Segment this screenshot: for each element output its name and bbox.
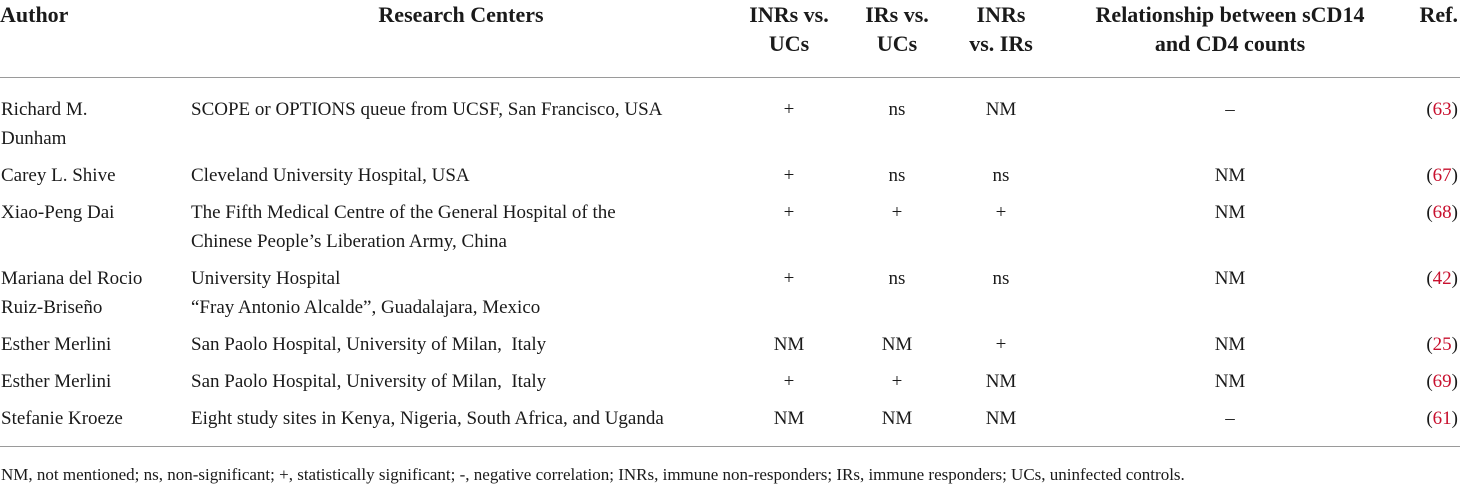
ref-cell: (61)	[1426, 407, 1458, 429]
ref-link[interactable]: 63	[1432, 98, 1452, 120]
inrs-vs-irs-cell: +	[995, 333, 1007, 355]
irs-vs-ucs-cell: ns	[888, 267, 906, 289]
header-research-centers: Research Centers	[191, 0, 731, 77]
ref-link[interactable]: 68	[1432, 201, 1452, 223]
relationship-cell: NM	[1214, 267, 1246, 289]
research-center-cell: SCOPE or OPTIONS queue from UCSF, San Francisco, USA	[191, 98, 663, 120]
table-row	[0, 322, 1460, 359]
table-row	[0, 396, 1460, 447]
author-cell: Stefanie Kroeze	[1, 407, 123, 429]
author-cell: Esther Merlini	[1, 370, 112, 392]
inrs-vs-ucs-cell: +	[783, 267, 795, 289]
inrs-vs-irs-cell: NM	[985, 370, 1017, 392]
inrs-vs-ucs-cell: +	[783, 98, 795, 120]
ref-cell: (68)	[1426, 201, 1458, 223]
header-relationship: Relationship between sCD14 and CD4 counts	[1055, 0, 1405, 77]
research-center-cell: San Paolo Hospital, University of Milan, Italy	[191, 333, 547, 355]
research-center-cell: Cleveland University Hospital, USA	[191, 164, 470, 186]
ref-cell: (25)	[1426, 333, 1458, 355]
ref-link[interactable]: 42	[1432, 267, 1452, 289]
irs-vs-ucs-cell: NM	[881, 407, 913, 429]
inrs-vs-ucs-cell: +	[783, 164, 795, 186]
research-center-cell: The Fifth Medical Centre of the General Hospital of the Chinese People’s Liberation Army, China	[191, 201, 616, 252]
ref-cell: (67)	[1426, 164, 1458, 186]
inrs-vs-irs-cell: ns	[992, 164, 1010, 186]
ref-cell: (69)	[1426, 370, 1458, 392]
header-inrs-vs-irs: INRs vs. IRs	[947, 0, 1055, 77]
table-row	[0, 359, 1460, 396]
ref-cell: (63)	[1426, 98, 1458, 120]
relationship-cell: NM	[1214, 201, 1246, 223]
inrs-vs-ucs-cell: +	[783, 201, 795, 223]
ref-link[interactable]: 69	[1432, 370, 1452, 392]
ref-link[interactable]: 61	[1432, 407, 1452, 429]
ref-link[interactable]: 67	[1432, 164, 1452, 186]
research-center-cell: Eight study sites in Kenya, Nigeria, South Africa, and Uganda	[191, 407, 664, 429]
inrs-vs-irs-cell: NM	[985, 407, 1017, 429]
research-center-cell: San Paolo Hospital, University of Milan, Italy	[191, 370, 547, 392]
relationship-cell: –	[1225, 98, 1235, 120]
irs-vs-ucs-cell: NM	[881, 333, 913, 355]
irs-vs-ucs-cell: ns	[888, 98, 906, 120]
author-cell: Xiao-Peng Dai	[1, 201, 115, 223]
author-cell: Richard M. Dunham	[1, 98, 88, 149]
relationship-cell: –	[1225, 407, 1235, 429]
ref-link[interactable]: 25	[1432, 333, 1452, 355]
header-irs-vs-ucs: IRs vs. UCs	[847, 0, 947, 77]
header-ref: Ref.	[1405, 0, 1460, 77]
inrs-vs-irs-cell: +	[995, 201, 1007, 223]
irs-vs-ucs-cell: ns	[888, 164, 906, 186]
author-cell: Carey L. Shive	[1, 164, 116, 186]
table-row	[0, 256, 1460, 322]
inrs-vs-ucs-cell: NM	[773, 333, 805, 355]
inrs-vs-irs-cell: ns	[992, 267, 1010, 289]
relationship-cell: NM	[1214, 164, 1246, 186]
ref-cell: (42)	[1426, 267, 1458, 289]
author-cell: Mariana del Rocio Ruiz-Briseño	[1, 267, 143, 318]
table-row	[0, 190, 1460, 256]
author-cell: Esther Merlini	[1, 333, 112, 355]
table-row	[0, 153, 1460, 190]
inrs-vs-irs-cell: NM	[985, 98, 1017, 120]
relationship-cell: NM	[1214, 370, 1246, 392]
inrs-vs-ucs-cell: NM	[773, 407, 805, 429]
header-inrs-vs-ucs: INRs vs. UCs	[731, 0, 847, 77]
header-author: Author	[0, 0, 191, 77]
irs-vs-ucs-cell: +	[891, 201, 903, 223]
irs-vs-ucs-cell: +	[891, 370, 903, 392]
inrs-vs-ucs-cell: +	[783, 370, 795, 392]
table-footnote: NM, not mentioned; ns, non-significant; +, statistically significant; -, negative correlation; INRs, immune non-responders; IRs, immune responders; UCs, uninfected controls.	[1, 465, 1185, 484]
header-row	[0, 0, 1460, 77]
table-row	[0, 77, 1460, 153]
research-center-cell: University Hospital “Fray Antonio Alcalde”, Guadalajara, Mexico	[191, 267, 541, 318]
relationship-cell: NM	[1214, 333, 1246, 355]
